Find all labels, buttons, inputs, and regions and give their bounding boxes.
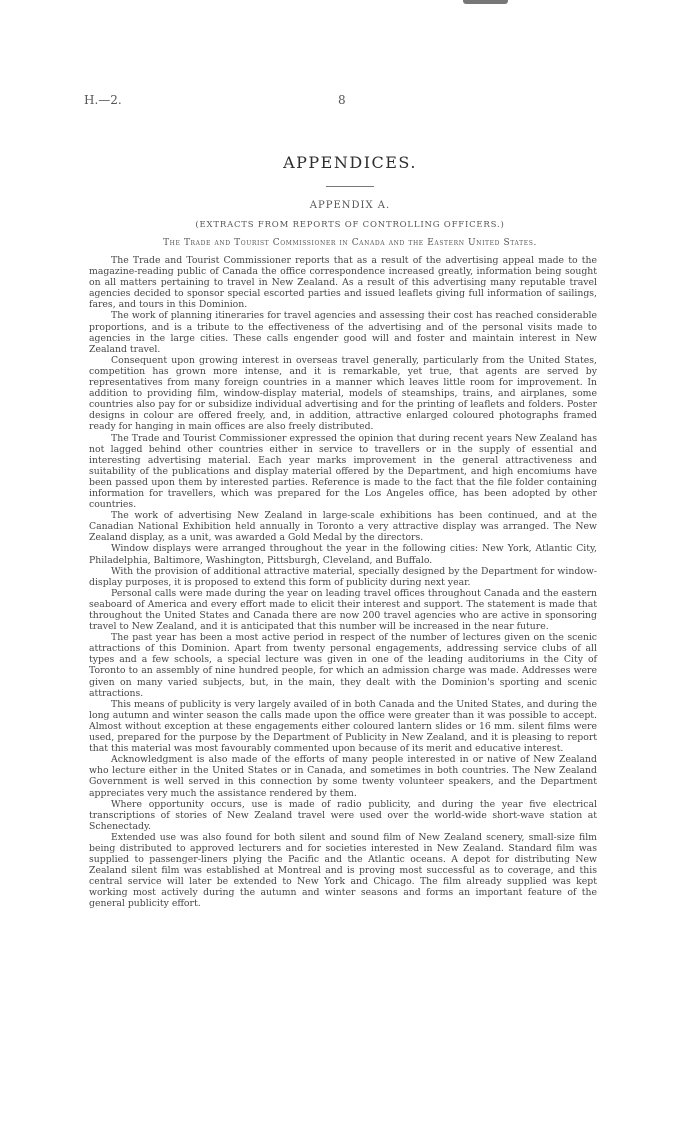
paragraph: Acknowledgment is also made of the efforts of many people interested in or native of New Zealand who lecture either in the United States or in Canada, and sometimes in both countries. The New Zealand Government is well served in this connection by some twenty volunteer speakers, and the Department appreciates very much the assistance rendered by them. xyxy=(89,754,597,799)
body-text xyxy=(89,255,597,910)
paragraph: The work of planning itineraries for travel agencies and assessing their cost has reached considerable proportions, and is a tribute to the effectiveness of the advertising and of the personal visits made to agencies in the large cities. These calls engender good will and foster and maintain interest in New Zealand travel. xyxy=(89,310,597,355)
scan-edge-mark xyxy=(463,0,508,4)
paragraph: Where opportunity occurs, use is made of radio publicity, and during the year five electrical transcriptions of stories of New Zealand travel were used over the world-wide short-wave station at Schenectady. xyxy=(89,798,597,832)
paragraph: The Trade and Tourist Commissioner expressed the opinion that during recent years New Zealand has not lagged behind other countries either in service to travellers or in the supply of essential and interesting advertising material. Each year marks improvement in the general attractiveness and suitability of the publications and display material offered by the Department, and high encomiums have been passed upon them by interested parties. Reference is made to the fact that the file folder containing information for travellers, which was prepared for the Los Angeles office, has been adopted by other countries. xyxy=(89,432,597,511)
paragraph: With the provision of additional attractive material, specially designed by the Department for window-display purposes, it is proposed to extend this form of publicity during next year. xyxy=(89,565,597,588)
paragraph: The past year has been a most active period in respect of the number of lectures given on the scenic attractions of this Dominion. Apart from twenty personal engagements, addressing service clubs of all types and a few schools, a special lecture was given in one of the leading auditoriums in the City of Toronto to an assembly of nine hundred people, for which an admission charge was made. Addresses were given on many varied subjects, but, in the main, they dealt with the Dominion's sporting and scenic attractions. xyxy=(89,632,597,699)
section-heading: The Trade and Tourist Commissioner in Canada and the Eastern United States. xyxy=(163,238,537,248)
paragraph: The Trade and Tourist Commissioner reports that as a result of the advertising appeal made to the magazine-reading public of Canada the office correspondence increased greatly, information being sought on all matters pertaining to travel in New Zealand. As a result of this advertising many reputable travel agencies decided to sponsor special escorted parties and issued leaflets giving full information of sailings, fares, and tours in this Dominion. xyxy=(89,255,597,311)
paragraph: Personal calls were made during the year on leading travel offices throughout Canada and the eastern seaboard of America and every effort made to elicit their interest and support. The statement is made that throughout the United States and Canada there are now 200 travel agencies who are active in sponsoring travel to New Zealand, and it is anticipated that this number will be increased in the near future. xyxy=(89,587,597,633)
page-number: 8 xyxy=(338,93,346,107)
paragraph: The work of advertising New Zealand in large-scale exhibitions has been continued, and at the Canadian National Exhibition held annually in Toronto a very attractive display was arranged. The New Zealand display, as a unit, was awarded a Gold Medal by the directors. xyxy=(89,510,597,544)
paragraph: Window displays were arranged throughout the year in the following cities: New York, Atlantic City, Philadelphia, Baltimore, Washington, Pittsburgh, Cleveland, and Buffalo. xyxy=(89,543,597,566)
title-divider xyxy=(326,186,374,187)
paragraph: Consequent upon growing interest in overseas travel generally, particularly from the United States, competition has grown more intense, and it is remarkable, yet true, that agents are served by representatives from many foreign countries in a manner which leaves little room for improvement. In addition to providing film, window-display material, models of steamships, trains, and airplanes, some countries also pay for or subsidize individual advertising and for the printing of leaflets and folders. Poster designs in colour are offered freely, and, in addition, attractive enlarged coloured photographs framed ready for hanging in main offices are also freely distributed. xyxy=(89,354,597,433)
paragraph: This means of publicity is very largely availed of in both Canada and the United States, and during the long autumn and winter season the calls made upon the office were greater than it was possible to accept. Almost without exception at these engagements either coloured lantern slides or 16 mm. silent films were used, prepared for the purpose by the Department of Publicity in New Zealand, and it is pleasing to report that this material was most favourably commented upon because of its merit and educative interest. xyxy=(89,698,597,755)
appendix-label: APPENDIX A. xyxy=(309,200,391,211)
paragraph: Extended use was also found for both silent and sound film of New Zealand scenery, small-size film being distributed to approved lecturers and for societies interested in New Zealand. Standard film was supplied to passenger-liners plying the Pacific and the Atlantic oceans. A depot for distributing New Zealand silent film was established at Montreal and is proving most successful as to coverage, and this central service will later be extended to New York and Chicago. The film already supplied was kept working most actively during the autumn and winter seasons and forms an important feature of the general publicity effort. xyxy=(89,831,597,910)
document-reference: H.—2. xyxy=(84,93,122,107)
extracts-heading: (EXTRACTS FROM REPORTS OF CONTROLLING OFFICERS.) xyxy=(195,220,505,230)
page-title: APPENDICES. xyxy=(283,153,417,172)
